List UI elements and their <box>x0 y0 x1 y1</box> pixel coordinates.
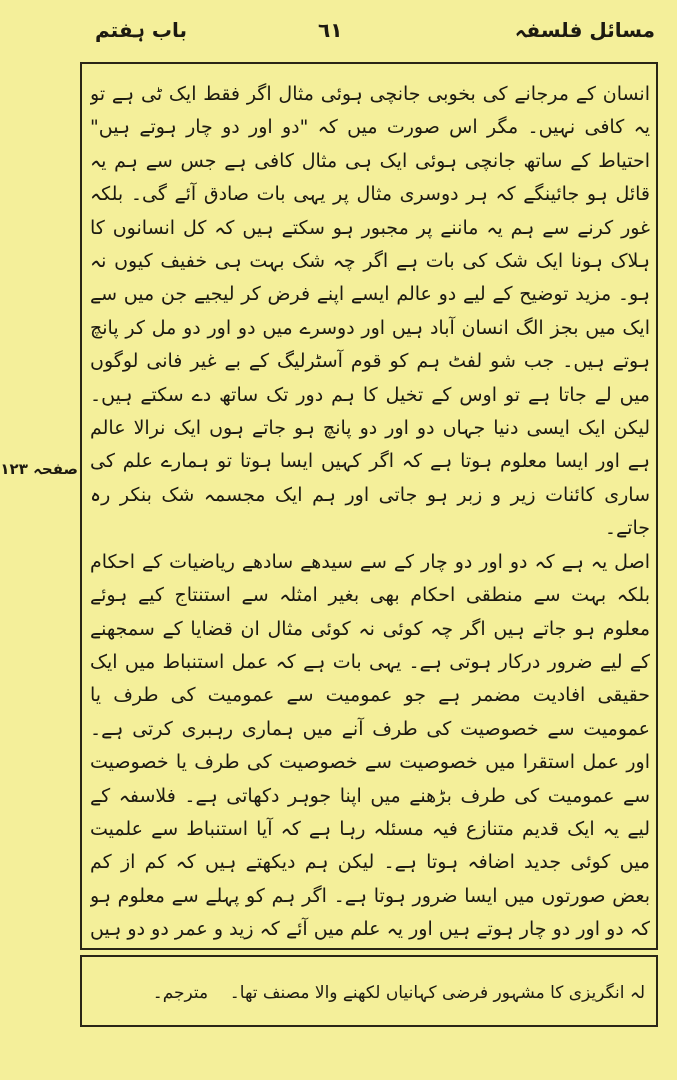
page-number: ٦١ <box>318 18 343 42</box>
footnote-attribution: مترجم۔ <box>152 983 209 1003</box>
paragraph: انسان کے مرجانے کی بخوبی جانچی ہوئی مثال اگر فقط ایک ٹی ہے تو یہ کافی نہیں۔ مگر اس صورت میں کہ "دو اور دو چار ہوتے ہیں" احتیاط کے ساتھ جانچی ہوئی ایک ہی مثال کافی ہے جس سے ہم یہ قائل ہو جائینگے کہ ہر دوسری مثال پر یہی بات صادق آئے گی۔ بلکہ غور کرنے سے ہم یہ ماننے پر مجبور ہو سکتے ہیں کہ کل انسانوں کا ہلاک ہونا ایک شک کی بات ہے اگر چہ شک بہت ہی خفیف کیوں نہ ہو۔ مزید توضیح کے لیے دو عالم ایسے اپنے فرض کر لیجیے جن میں سے ایک میں بجز الگ انسان آباد ہیں اور دوسرے میں دو اور دو مل کر پانچ ہوتے ہیں۔ جب شو لفٹ ہم کو قوم آسٹرلیگ کے بے غیر فانی لوگوں میں لے جاتا ہے تو اوس کے تخیل کا ہم دور تک ساتھ دے سکتے ہیں۔ لیکن ایک ایسی دنیا جہاں دو اور دو پانچ ہو جاتے ہوں ایک نرالا عالم ہے اور ایسا معلوم ہوتا ہے کہ اگر کہیں ایسا ہوتا تو ہمارے علم کی ساری کائنات زیر و زبر ہو جاتی اور ہم ایک مجسمہ شک بنکر رہ جاتے۔ <box>90 83 650 540</box>
margin-page-reference: صفحہ ١٢٣ <box>0 460 78 478</box>
page-header <box>0 10 677 50</box>
footnote <box>95 982 645 1003</box>
body-text <box>90 78 650 940</box>
footnote-text: انگریزی کا مشہور فرضی کہانیاں لکھنے والا مصنف تھا۔ <box>229 983 625 1003</box>
paragraph: اصل یہ ہے کہ دو اور دو چار کے سے سیدھے سادھے ریاضیات کے احکام بلکہ بہت سے منطقی احکام بھی بغیر امثلہ سے استنتاج کیے ہوئے معلوم ہو جاتے ہیں اگر چہ کوئی نہ کوئی مثال ان قضایا کے سمجھنے کے لیے ضرور درکار ہوتی ہے۔ یہی بات ہے کہ عمل استنباط میں ایک حقیقی افادیت مضمر ہے جو عمومیت سے عمومیت کی طرف یا عمومیت سے خصوصیت کی طرف آنے میں ہماری رہبری کرتی ہے۔ اور عمل استقرا میں خصوصیت سے خصوصیت کی طرف یا خصوصیت سے عمومیت کی طرف بڑھنے میں اپنا جوہر دکھاتی ہے۔ فلاسفہ کے لیے یہ ایک قدیم متنازع فیہ مسئلہ رہا ہے کہ آیا استنباط سے علمیت میں کوئی جدید اضافہ ہوتا ہے۔ لیکن ہم دیکھتے ہیں کہ کم از کم بعض صورتوں میں ایسا ضرور ہوتا ہے۔ اگر ہم کو پہلے سے معلوم ہو کہ دو اور دو چار ہوتے ہیں اور یہ علم میں آئے کہ زید و عمر دو دو ہیں <box>90 550 650 940</box>
chapter-title: باب ہفتم <box>95 18 188 42</box>
book-title: مسائل فلسفہ <box>514 18 655 42</box>
footnote-marker: لہ <box>629 983 645 1003</box>
